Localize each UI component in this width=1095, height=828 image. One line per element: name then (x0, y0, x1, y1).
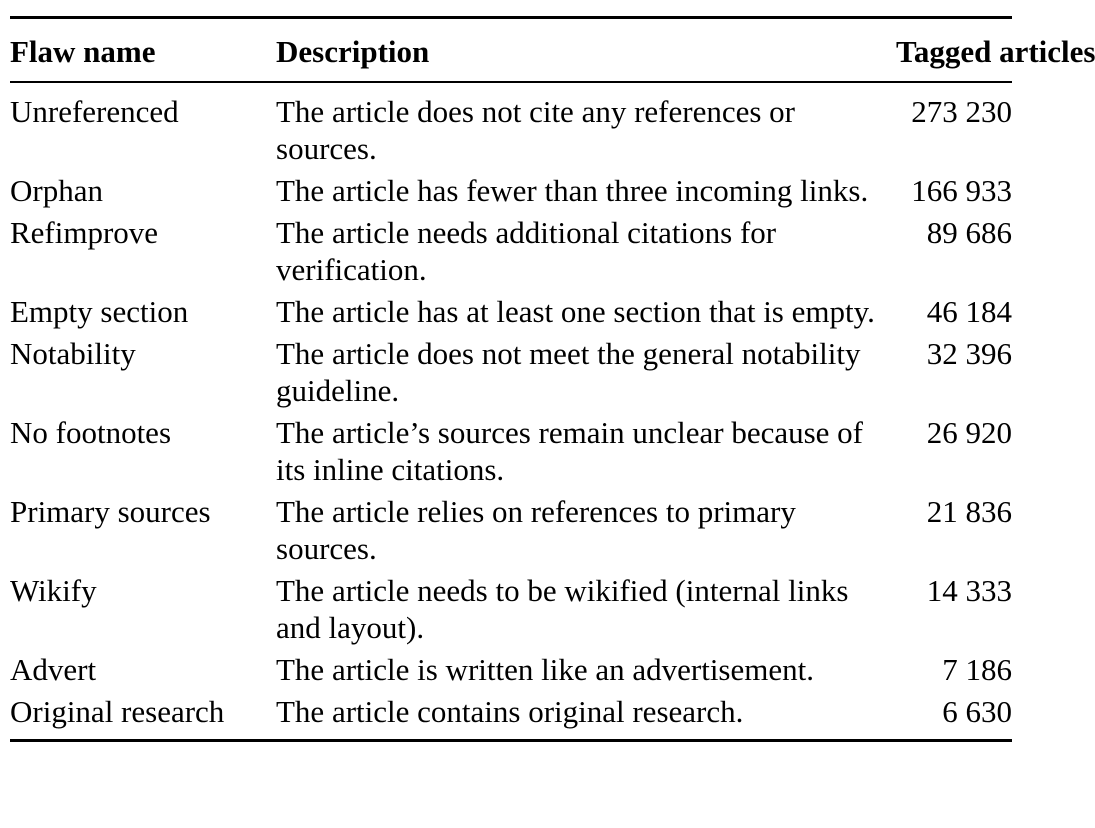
table-row (10, 493, 1012, 572)
table-row (10, 293, 1012, 335)
header-description: Description (276, 34, 430, 69)
flaw-name-cell: Orphan (10, 173, 103, 208)
count-cell: 273 230 (911, 94, 1012, 129)
description-cell: The article needs to be wikified (internal links and layout). (276, 573, 849, 645)
flaw-name-cell: Notability (10, 336, 136, 371)
flaw-name-cell: Wikify (10, 573, 97, 608)
flaw-name-cell: No footnotes (10, 415, 172, 450)
description-cell: The article has fewer than three incoming links. (276, 173, 869, 208)
description-cell: The article needs additional citations for verification. (276, 215, 777, 287)
bottom-rule (10, 739, 1012, 742)
table-row (10, 83, 1012, 172)
count-cell: 14 333 (926, 573, 1012, 608)
flaw-name-cell: Original research (10, 694, 225, 729)
flaw-table-container (10, 16, 1095, 742)
table-row (10, 693, 1012, 739)
header-row (10, 19, 1012, 81)
flaw-name-cell: Empty section (10, 294, 189, 329)
flaw-name-cell: Refimprove (10, 215, 159, 250)
header-flaw-name: Flaw name (10, 34, 156, 69)
table-row (10, 651, 1012, 693)
header-tagged-articles: Tagged articles (896, 34, 1095, 69)
table-row (10, 335, 1012, 414)
flaw-name-cell: Advert (10, 652, 97, 687)
count-cell: 166 933 (911, 173, 1012, 208)
description-cell: The article has at least one section that is empty. (276, 294, 875, 329)
count-cell: 46 184 (926, 294, 1012, 329)
table-row (10, 414, 1012, 493)
flaw-name-cell: Primary sources (10, 494, 211, 529)
flaw-table (10, 19, 1095, 81)
description-cell: The article does not meet the general notability guideline. (276, 336, 861, 408)
table-row (10, 214, 1012, 293)
count-cell: 89 686 (926, 215, 1012, 250)
description-cell: The article does not cite any references or sources. (276, 94, 795, 166)
count-cell: 7 186 (942, 652, 1012, 687)
count-cell: 21 836 (926, 494, 1012, 529)
flaw-table-body (10, 83, 1012, 739)
flaw-name-cell: Unreferenced (10, 94, 179, 129)
description-cell: The article’s sources remain unclear because of its inline citations. (276, 415, 863, 487)
description-cell: The article is written like an advertisement. (276, 652, 814, 687)
count-cell: 26 920 (926, 415, 1012, 450)
table-row (10, 172, 1012, 214)
count-cell: 6 630 (942, 694, 1012, 729)
description-cell: The article contains original research. (276, 694, 744, 729)
table-row (10, 572, 1012, 651)
description-cell: The article relies on references to primary sources. (276, 494, 796, 566)
count-cell: 32 396 (926, 336, 1012, 371)
